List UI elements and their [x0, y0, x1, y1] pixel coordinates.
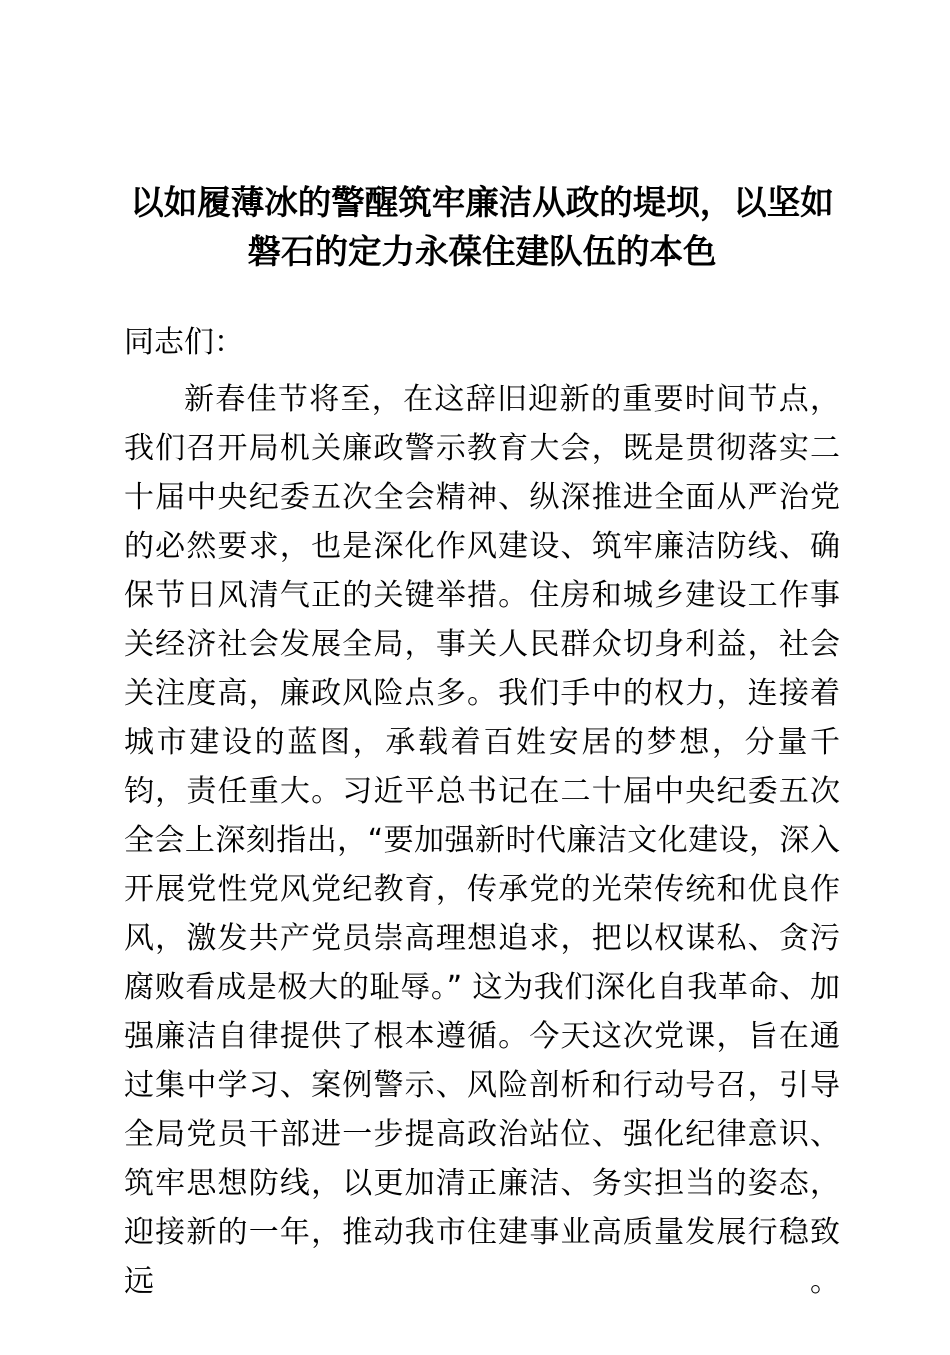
salutation-line: 同志们： — [124, 325, 244, 360]
body-paragraph-1: 新春佳节将至，在这辞旧迎新的重要时间节点，我们召开局机关廉政警示教育大会，既是贯彻落实二十届中央纪委五次全会精神、纵深推进全面从严治党的必然要求，也是深化作风建设、筑牢廉洁防线、确保节日风清气正的关键举措。住房和城乡建设工作事关经济社会发展全局，事关人民群众切身利益，社会关注度高，廉政风险点多。我们手中的权力，连接着城市建设的蓝图，承载着百姓安居的梦想，分量千钧，责任重大。习近平总书记在二十届中央纪委五次全会上深刻指出，“要加强新时代廉洁文化建设，深入开展党性党风党纪教育，传承党的光荣传统和优良作风，激发共产党员崇高理想追求，把以权谋私、贪污腐败看成是极大的耻辱。” 这为我们深化自我革命、加强廉洁自律提供了根本遵循。今天这次党课，旨在通过集中学习、案例警示、风险剖析和行动号召，引导全局党员干部进一步提高政治站位、强化纪律意识、筑牢思想防线，以更加清正廉洁、务实担当的姿态，迎接新的一年，推动我市住建事业高质量发展行稳致远。 — [124, 382, 840, 1299]
document-content-column — [124, 0, 840, 1355]
page-title: 以如履薄冰的警醒筑牢廉洁从政的堤坝，以坚如磐石的定力永葆住建队伍的本色 — [130, 183, 834, 271]
